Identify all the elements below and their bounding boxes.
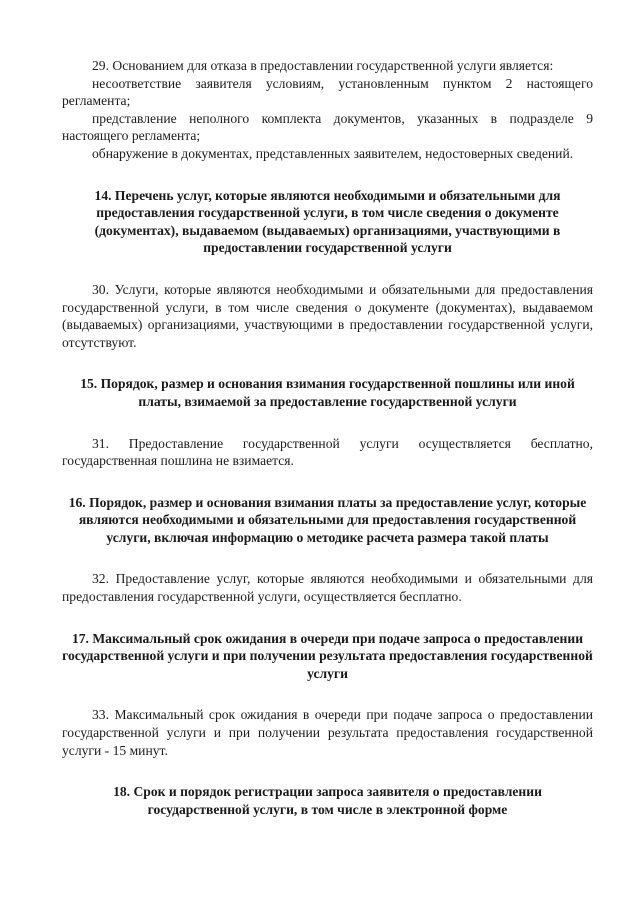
section-17-heading: 17. Максимальный срок ожидания в очереди при подаче запроса о предоставлении государственной услуги и при получении результата предоставления государственной услуги bbox=[62, 630, 593, 681]
section-14-heading: 14. Перечень услуг, которые являются необходимыми и обязательными для предоставления государственной услуги, в том числе сведения о документе (документах), выдаваемом (выдаваемых) организациями, участвующими в предоставлении государственной услуги bbox=[94, 187, 561, 256]
paragraph-33: 33. Максимальный срок ожидания в очереди при подаче запроса о предоставлении государственной услуги и при получении результата предоставления государственной услуги - 15 минут. bbox=[62, 707, 593, 758]
paragraph-29-intro: 29. Основанием для отказа в предоставлении государственной услуги является: bbox=[92, 58, 554, 73]
paragraph-29-item-2: представление неполного комплекта документов, указанных в подразделе 9 настоящего регламента; bbox=[62, 110, 593, 144]
paragraph-31: 31. Предоставление государственной услуги осуществляется бесплатно, государственная пошлина не взимается. bbox=[62, 435, 593, 469]
paragraph-30: 30. Услуги, которые являются необходимыми и обязательными для предоставления государственной услуги, в том числе сведения о документе (документах), выдаваемом (выдаваемых) организациями, участвующими в предоставлении государственной услуги, отсутствуют. bbox=[62, 281, 593, 350]
paragraph-32: 32. Предоставление услуг, которые являются необходимыми и обязательными для предоставления государственной услуги, осуществляется бесплатно. bbox=[62, 571, 593, 605]
paragraph-29-item-1: несоответствие заявителя условиям, установленным пунктом 2 настоящего регламента; bbox=[62, 75, 593, 109]
section-16-heading: 16. Порядок, размер и основания взимания платы за предоставление услуг, которые являются необходимыми и обязательными для предоставления государственной услуги, включая информацию о методике расчета размера такой платы bbox=[68, 494, 587, 545]
section-15-heading: 15. Порядок, размер и основания взимания государственной пошлины или иной платы, взимаемой за предоставление государственной услуги bbox=[80, 376, 575, 409]
section-18-heading: 18. Срок и порядок регистрации запроса заявителя о предоставлении государственной услуги, в том числе в электронной форме bbox=[113, 784, 542, 817]
paragraph-29-item-3: обнаружение в документах, представленных заявителем, недостоверных сведений. bbox=[92, 145, 574, 161]
